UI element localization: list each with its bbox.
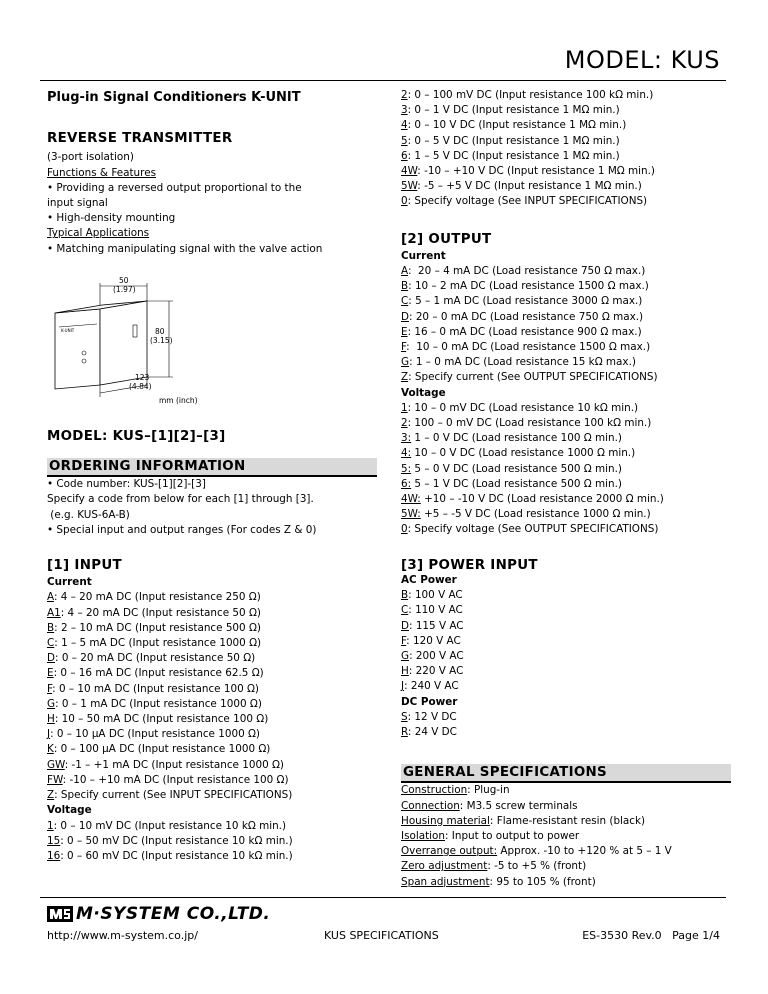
ordering-line: • Code number: KUS-[1][2]-[3] <box>47 478 206 491</box>
company-logo <box>47 904 270 924</box>
general-spec-heading: GENERAL SPECIFICATIONS <box>401 764 731 783</box>
power-ac-label: AC Power <box>401 573 457 586</box>
general-spec-item <box>401 814 731 829</box>
dim-unit-note: mm (inch) <box>159 395 198 405</box>
input-current-item-text: : 4 – 20 mA DC (Input resistance 50 Ω) <box>60 606 261 619</box>
input-current-item <box>47 590 377 605</box>
power-heading: [3] POWER INPUT <box>401 557 538 573</box>
input-voltage-item <box>401 88 731 103</box>
input-current-item-text: : 10 – 50 mA DC (Input resistance 100 Ω) <box>54 713 269 726</box>
right-column <box>401 88 731 890</box>
output-current-item-text: : 20 – 0 mA DC (Load resistance 750 Ω max.) <box>409 310 644 323</box>
input-voltage-item-text: : 0 – 50 mV DC (Input resistance 10 kΩ min.) <box>60 834 293 847</box>
power-ac-item-text: : 120 V AC <box>406 634 461 647</box>
input-voltage-item-text: : Specify voltage (See INPUT SPECIFICATIONS) <box>407 195 648 208</box>
output-voltage-item-code: 5: <box>401 462 412 475</box>
output-current-list <box>401 264 731 386</box>
left-column <box>47 90 377 864</box>
input-current-item <box>47 682 377 697</box>
output-current-item-code: G <box>401 356 410 369</box>
input-current-item <box>47 712 377 727</box>
input-voltage-item-text: : 0 – 10 mV DC (Input resistance 10 kΩ min.) <box>53 819 287 832</box>
function-line: • High-density mounting <box>47 212 176 225</box>
input-current-label: Current <box>47 576 92 589</box>
general-spec-item-code: Connection <box>401 799 460 812</box>
output-voltage-item <box>401 401 731 416</box>
input-current-item-code: K <box>47 743 54 756</box>
input-voltage-item-code: 2 <box>401 89 408 101</box>
output-current-item-text: : 1 – 0 mA DC (Load resistance 15 kΩ max.) <box>409 356 636 369</box>
ordering-line: • Special input and output ranges (For codes Z & 0) <box>47 523 317 536</box>
general-spec-list <box>401 783 731 889</box>
output-voltage-item <box>401 431 731 446</box>
output-current-item <box>401 340 731 355</box>
input-voltage-item-text: : 0 – 5 V DC (Input resistance 1 MΩ min.) <box>407 134 620 147</box>
dimension-drawing <box>47 269 247 409</box>
power-ac-item-text: : 100 V AC <box>408 589 463 602</box>
power-dc-item-text: : 12 V DC <box>407 710 457 723</box>
input-current-item-text: : 0 – 100 μA DC (Input resistance 1000 Ω) <box>53 743 271 756</box>
dim-height-in: (3.15) <box>150 335 173 345</box>
output-current-item-text: : 5 – 1 mA DC (Load resistance 3000 Ω max.) <box>408 295 643 308</box>
footer-url-link[interactable]: http://www.m-system.co.jp/ <box>47 929 198 942</box>
input-current-item-text: : 0 – 1 mA DC (Input resistance 1000 Ω) <box>55 697 262 710</box>
general-spec-item-text: : -5 to +5 % (front) <box>487 860 587 873</box>
output-voltage-item-text: +5 – -5 V DC (Load resistance 1000 Ω min.) <box>420 508 651 521</box>
output-current-item <box>401 279 731 294</box>
power-ac-item-text: : 115 V AC <box>409 619 464 632</box>
input-voltage-item-text: : 0 – 60 mV DC (Input resistance 10 kΩ min.) <box>60 849 293 862</box>
general-spec-item <box>401 829 731 844</box>
footer-divider <box>40 897 726 898</box>
power-ac-item-code: J <box>401 680 405 693</box>
input-voltage-item <box>401 164 731 179</box>
top-divider <box>40 80 726 81</box>
general-spec-item-text: : Input to output to power <box>445 829 580 842</box>
input-current-item-code: F <box>47 682 53 695</box>
output-current-item-code: E <box>401 325 408 338</box>
power-dc-item <box>401 710 731 725</box>
general-spec-item-code: Overrange output: <box>401 845 498 858</box>
input-current-item-text: : -10 – +10 mA DC (Input resistance 100 Ω) <box>62 773 289 786</box>
output-current-item-text: : Specify current (See OUTPUT SPECIFICATIONS) <box>408 371 658 384</box>
input-current-item-code: G <box>47 697 56 710</box>
input-voltage-item-code: 5W <box>401 180 418 193</box>
output-current-item-text: : 20 – 4 mA DC (Load resistance 750 Ω max.) <box>407 265 646 278</box>
input-voltage-list <box>47 819 377 865</box>
power-dc-item <box>401 725 731 740</box>
output-current-item-code: B <box>401 280 409 293</box>
output-current-item <box>401 355 731 370</box>
section-title: REVERSE TRANSMITTER <box>47 131 233 147</box>
output-voltage-item-text: : Specify voltage (See OUTPUT SPECIFICATIONS) <box>407 523 659 536</box>
input-current-item-code: A1 <box>47 606 61 619</box>
output-voltage-item <box>401 416 731 431</box>
input-voltage-item <box>401 118 731 133</box>
output-voltage-item-code: 4W: <box>401 493 421 506</box>
input-current-item-code: D <box>47 652 56 665</box>
input-voltage-item <box>401 179 731 194</box>
input-voltage-item-code: 4W <box>401 165 418 178</box>
input-current-item-text: : 1 – 5 mA DC (Input resistance 1000 Ω) <box>54 637 262 650</box>
input-current-item-text: : 0 – 10 mA DC (Input resistance 100 Ω) <box>52 682 259 695</box>
input-voltage-item <box>47 849 377 864</box>
model-title: MODEL: KUS <box>564 46 720 74</box>
input-current-item-text: : -1 – +1 mA DC (Input resistance 1000 Ω) <box>64 758 284 771</box>
input-current-item <box>47 697 377 712</box>
unit-outline-drawing <box>47 269 247 409</box>
input-voltage-item-text: : 0 – 1 V DC (Input resistance 1 MΩ min.) <box>407 104 620 117</box>
output-current-item-code: D <box>401 310 410 323</box>
power-ac-item-code: D <box>401 619 410 632</box>
input-voltage-item-code: 3 <box>401 104 408 117</box>
general-spec-item-code: Housing material <box>401 814 490 827</box>
input-voltage-item-code: 0 <box>401 195 408 208</box>
ordering-line: Specify a code from below for each [1] through [3]. <box>47 493 314 506</box>
input-voltage-item-code: 4 <box>401 119 408 132</box>
output-voltage-item-code: 4: <box>401 447 412 460</box>
input-voltage-item-text: : 0 – 100 mV DC (Input resistance 100 kΩ min.) <box>407 89 654 101</box>
power-dc-item-code: S <box>401 710 408 723</box>
output-voltage-item-code: 3: <box>401 432 412 445</box>
output-voltage-item-text: 5 – 1 V DC (Load resistance 500 Ω min.) <box>411 477 622 490</box>
product-title: Plug-in Signal Conditioners K-UNIT <box>47 90 301 105</box>
output-voltage-item <box>401 477 731 492</box>
output-voltage-item-text: 5 – 0 V DC (Load resistance 500 Ω min.) <box>411 462 622 475</box>
model-code: MODEL: KUS–[1][2]–[3] <box>47 428 226 444</box>
output-heading: [2] OUTPUT <box>401 231 492 247</box>
input-voltage-item <box>401 103 731 118</box>
power-ac-item <box>401 679 731 694</box>
power-ac-item-code: F <box>401 634 407 647</box>
svg-text:K-UNIT: K-UNIT <box>61 327 75 333</box>
output-current-item <box>401 370 731 385</box>
output-voltage-item-code: 5W: <box>401 508 421 521</box>
general-spec-item <box>401 875 731 890</box>
general-spec-item-code: Isolation <box>401 829 445 842</box>
dim-width-in: (1.97) <box>113 284 136 294</box>
power-ac-list <box>401 588 731 694</box>
power-ac-item-code: C <box>401 604 409 617</box>
dim-depth-mm: 123 <box>135 372 150 382</box>
input-voltage-item <box>401 149 731 164</box>
input-current-item-text: : 0 – 10 μA DC (Input resistance 1000 Ω) <box>50 728 260 741</box>
input-current-item-code: E <box>47 667 54 680</box>
output-current-item <box>401 264 731 279</box>
power-ac-item-code: G <box>401 649 410 662</box>
power-ac-item <box>401 619 731 634</box>
functions-heading: Functions & Features <box>47 166 156 179</box>
power-ac-item-code: H <box>401 665 409 678</box>
output-voltage-item <box>401 522 731 537</box>
input-current-item-text: : 4 – 20 mA DC (Input resistance 250 Ω) <box>53 591 261 604</box>
general-spec-item <box>401 859 731 874</box>
input-current-item <box>47 636 377 651</box>
input-current-item-code: B <box>47 621 55 634</box>
input-voltage-cont-list <box>401 88 731 210</box>
input-current-item-text: : 0 – 16 mA DC (Input resistance 62.5 Ω) <box>53 667 264 680</box>
input-voltage-item-text: : -10 – +10 V DC (Input resistance 1 MΩ min.) <box>417 165 655 178</box>
general-spec-item-text: : 95 to 105 % (front) <box>489 875 596 888</box>
power-dc-label: DC Power <box>401 695 458 708</box>
footer-revision: ES-3530 Rev.0 Page 1/4 <box>582 929 720 942</box>
footer-doc-title: KUS SPECIFICATIONS <box>324 929 439 942</box>
output-voltage-item <box>401 446 731 461</box>
input-current-item <box>47 788 377 803</box>
input-current-item-code: C <box>47 637 55 650</box>
input-current-item <box>47 727 377 742</box>
ordering-line: (e.g. KUS-6A-B) <box>47 508 130 521</box>
output-current-item-text: : 16 – 0 mA DC (Load resistance 900 Ω max.) <box>407 325 642 338</box>
m-system-logo-icon <box>47 906 73 922</box>
general-spec-item-code: Construction <box>401 784 468 797</box>
input-voltage-item-code: 5 <box>401 134 408 147</box>
power-ac-item-text: : 110 V AC <box>408 604 463 617</box>
input-voltage-item-code: 16 <box>47 849 61 862</box>
output-voltage-list <box>401 401 731 538</box>
general-spec-item <box>401 783 731 798</box>
output-voltage-item-code: 6: <box>401 477 412 490</box>
general-spec-item-text: : Plug-in <box>467 784 510 797</box>
input-current-item-code: Z <box>47 789 55 802</box>
input-heading: [1] INPUT <box>47 558 122 574</box>
input-current-item-code: A <box>47 591 54 604</box>
power-ac-item <box>401 649 731 664</box>
input-voltage-item-text: : 1 – 5 V DC (Input resistance 1 MΩ min.) <box>407 149 620 162</box>
output-voltage-item-text: +10 – -10 V DC (Load resistance 2000 Ω min.) <box>420 493 664 506</box>
input-voltage-item-code: 1 <box>47 819 54 832</box>
input-current-item-code: GW <box>47 758 65 771</box>
output-current-item-text: : 10 – 0 mA DC (Load resistance 1500 Ω max.) <box>406 341 651 354</box>
output-voltage-item <box>401 462 731 477</box>
power-ac-item <box>401 634 731 649</box>
power-ac-item <box>401 603 731 618</box>
power-dc-item-text: : 24 V DC <box>407 725 457 738</box>
general-spec-item-code: Zero adjustment <box>401 860 488 873</box>
input-voltage-item-code: 6 <box>401 149 408 162</box>
power-ac-item-text: : 220 V AC <box>408 665 464 678</box>
dim-width-mm: 50 <box>119 275 129 285</box>
input-voltage-item <box>401 194 731 209</box>
output-voltage-item <box>401 492 731 507</box>
company-name: M·SYSTEM CO.,LTD. <box>76 904 271 924</box>
output-current-item <box>401 325 731 340</box>
input-current-item <box>47 606 377 621</box>
isolation-note: (3-port isolation) <box>47 151 134 164</box>
input-voltage-item-code: 15 <box>47 834 61 847</box>
application-line: • Matching manipulating signal with the valve action <box>47 242 323 255</box>
input-current-item <box>47 742 377 757</box>
output-voltage-item-text: 1 – 0 V DC (Load resistance 100 Ω min.) <box>411 432 622 445</box>
input-current-item <box>47 621 377 636</box>
applications-heading: Typical Applications <box>47 227 150 240</box>
input-current-item <box>47 651 377 666</box>
input-current-item-code: J <box>47 728 51 741</box>
power-ac-item-text: : 240 V AC <box>404 680 459 693</box>
output-current-item-code: C <box>401 295 409 308</box>
output-voltage-item <box>401 507 731 522</box>
input-current-item-text: : 0 – 20 mA DC (Input resistance 50 Ω) <box>55 652 256 665</box>
input-current-item <box>47 758 377 773</box>
output-current-item <box>401 294 731 309</box>
output-current-item-code: Z <box>401 371 409 384</box>
power-ac-item-code: B <box>401 589 409 602</box>
input-current-list <box>47 590 377 803</box>
output-current-item <box>401 310 731 325</box>
power-ac-item <box>401 588 731 603</box>
input-current-item <box>47 773 377 788</box>
output-current-item-code: A <box>401 265 408 278</box>
input-voltage-item-text: : -5 – +5 V DC (Input resistance 1 MΩ min.) <box>417 180 642 193</box>
input-current-item <box>47 666 377 681</box>
ordering-heading: ORDERING INFORMATION <box>47 458 377 477</box>
output-voltage-label: Voltage <box>401 386 446 399</box>
input-voltage-item <box>47 834 377 849</box>
general-spec-item <box>401 844 731 859</box>
output-current-item-text: : 10 – 2 mA DC (Load resistance 1500 Ω max.) <box>408 280 649 293</box>
power-ac-item-text: : 200 V AC <box>409 649 464 662</box>
dim-height-mm: 80 <box>155 326 165 336</box>
function-line: • Providing a reversed output proportional to the <box>47 181 302 194</box>
output-current-label: Current <box>401 249 446 262</box>
general-spec-item <box>401 799 731 814</box>
power-ac-item <box>401 664 731 679</box>
output-voltage-item-text: : 100 – 0 mV DC (Load resistance 100 kΩ min.) <box>407 417 652 430</box>
general-spec-item-text: : Flame-resistant resin (black) <box>489 814 646 827</box>
output-voltage-item-code: 1 <box>401 401 408 414</box>
general-spec-item-text: Approx. -10 to +120 % at 5 – 1 V <box>497 845 672 858</box>
output-voltage-item-code: 2 <box>401 417 408 430</box>
input-current-item-text: : 2 – 10 mA DC (Input resistance 500 Ω) <box>54 621 261 634</box>
input-voltage-item <box>47 819 377 834</box>
dim-depth-in: (4.84) <box>129 381 152 391</box>
power-dc-list <box>401 710 731 740</box>
function-line: input signal <box>47 197 108 210</box>
output-voltage-item-text: : 10 – 0 mV DC (Load resistance 10 kΩ min.) <box>407 401 639 414</box>
power-dc-item-code: R <box>401 725 408 738</box>
input-current-item-code: H <box>47 713 55 726</box>
output-voltage-item-code: 0 <box>401 523 408 536</box>
general-spec-item-code: Span adjustment <box>401 875 490 888</box>
output-current-item-code: F <box>401 341 407 354</box>
general-spec-item-text: : M3.5 screw terminals <box>459 799 578 812</box>
input-voltage-item <box>401 134 731 149</box>
input-current-item-text: : Specify current (See INPUT SPECIFICATIONS) <box>54 789 293 802</box>
output-voltage-item-text: 10 – 0 V DC (Load resistance 1000 Ω min.) <box>411 447 636 460</box>
input-voltage-label: Voltage <box>47 804 92 817</box>
input-current-item-code: FW <box>47 773 63 786</box>
input-voltage-item-text: : 0 – 10 V DC (Input resistance 1 MΩ min.) <box>407 119 627 132</box>
